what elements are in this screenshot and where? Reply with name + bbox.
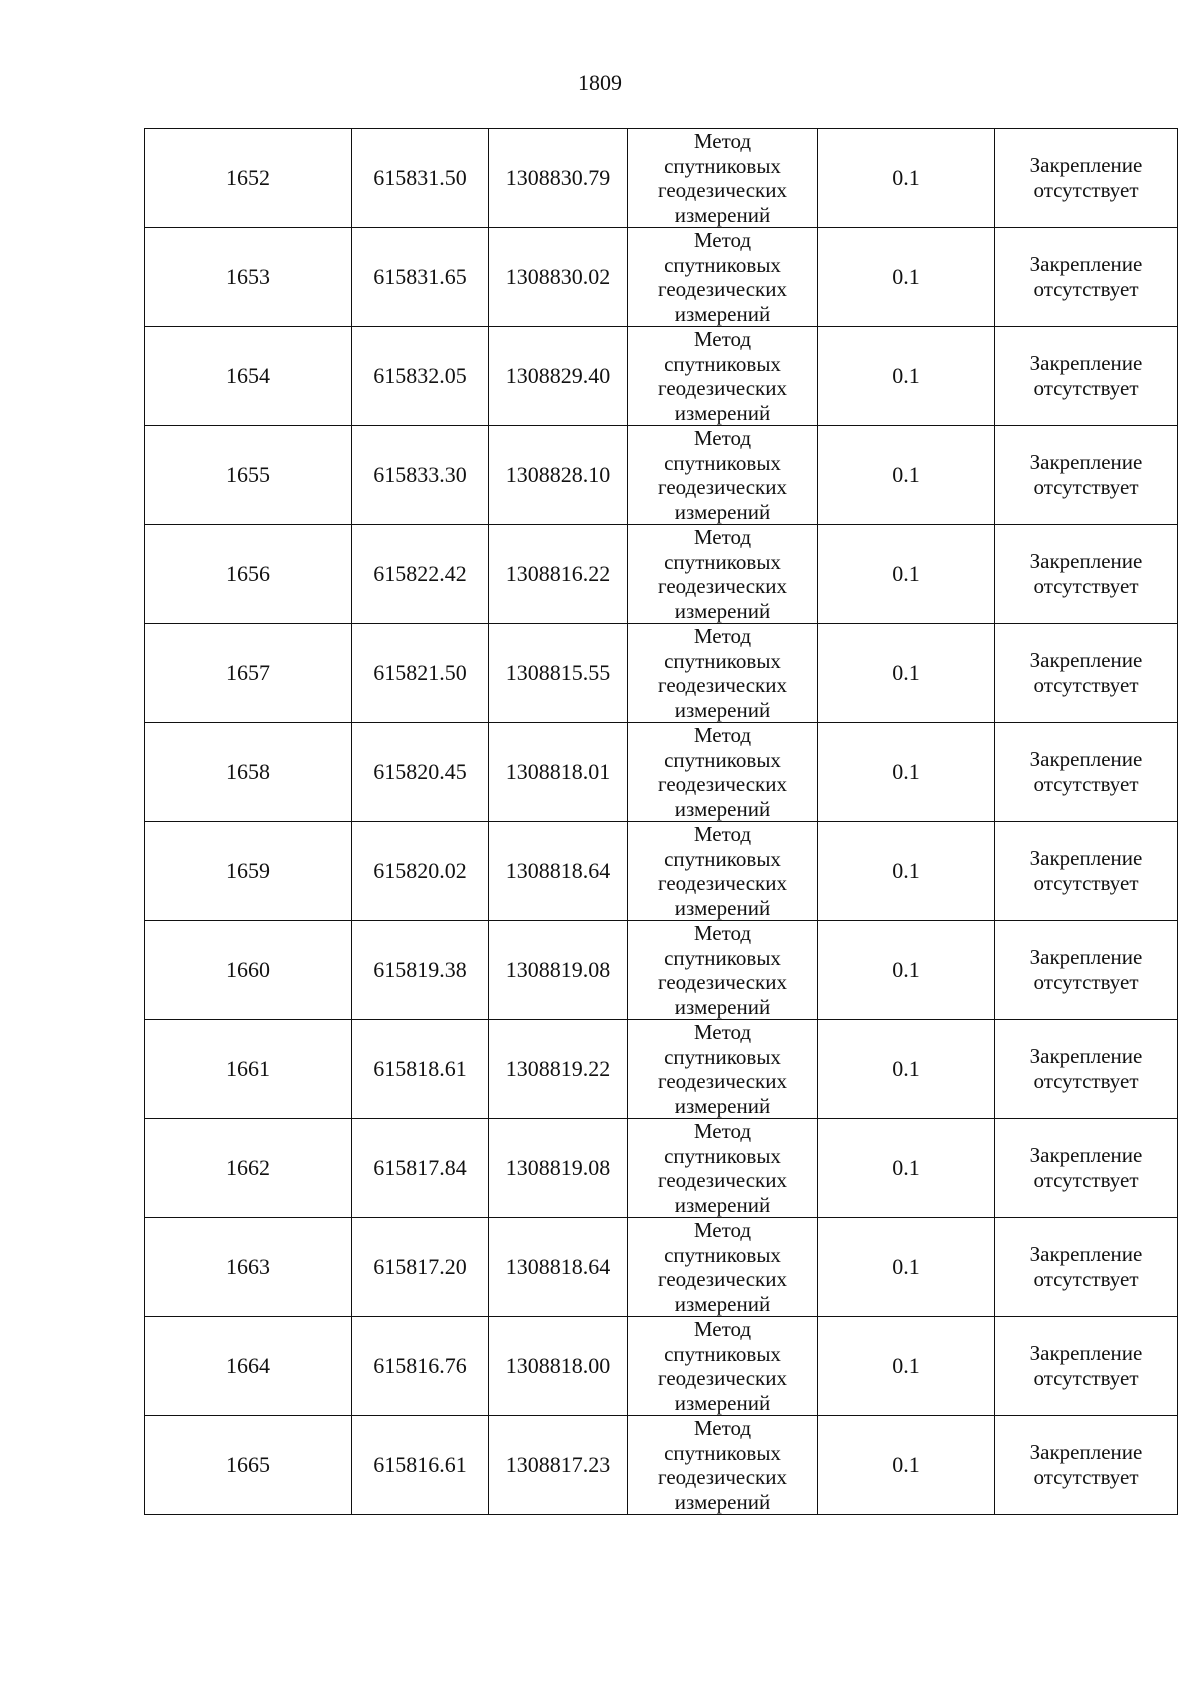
method-text-line: спутниковых <box>664 252 781 277</box>
fixing-text-line: Закрепление <box>1029 945 1143 969</box>
method-text-line: геодезических <box>657 1168 787 1192</box>
accuracy-cell: 0.1 <box>818 1416 995 1515</box>
method-text-line: измерений <box>674 400 771 425</box>
fixing-text-line: Закрепление <box>1029 1341 1143 1365</box>
method-text-line: спутниковых <box>664 351 781 376</box>
table-row <box>145 327 1178 426</box>
fixing-description-cell <box>995 426 1178 525</box>
method-text-line: спутниковых <box>664 846 781 871</box>
method-text-line: Метод <box>693 822 752 846</box>
fixing-text-line: Закрепление <box>1029 1044 1143 1068</box>
method-cell <box>628 822 818 921</box>
accuracy-cell: 0.1 <box>818 1317 995 1416</box>
method-cell <box>628 1317 818 1416</box>
accuracy-cell: 0.1 <box>818 1020 995 1119</box>
method-text-line: измерений <box>674 301 771 326</box>
accuracy-cell: 0.1 <box>818 723 995 822</box>
method-text-line: измерений <box>674 697 771 722</box>
accuracy-cell: 0.1 <box>818 921 995 1020</box>
y-coordinate-cell: 1308817.23 <box>489 1416 628 1515</box>
method-text-line: спутниковых <box>664 1143 781 1168</box>
method-text-line: Метод <box>693 723 752 747</box>
fixing-text-line: Закрепление <box>1029 846 1143 870</box>
fixing-description-cell <box>995 921 1178 1020</box>
fixing-text-line: отсутствует <box>1033 1366 1139 1390</box>
table-row <box>145 1416 1178 1515</box>
method-text-line: Метод <box>693 1119 752 1143</box>
accuracy-cell: 0.1 <box>818 1119 995 1218</box>
method-text-line: Метод <box>693 1317 752 1341</box>
fixing-description-cell <box>995 1218 1178 1317</box>
fixing-text-line: Закрепление <box>1029 1440 1143 1464</box>
y-coordinate-cell: 1308816.22 <box>489 525 628 624</box>
method-text-line: геодезических <box>657 1465 787 1489</box>
method-text-line: геодезических <box>657 772 787 796</box>
accuracy-cell: 0.1 <box>818 327 995 426</box>
x-coordinate-cell: 615816.76 <box>352 1317 489 1416</box>
x-coordinate-cell: 615819.38 <box>352 921 489 1020</box>
accuracy-cell: 0.1 <box>818 525 995 624</box>
method-cell <box>628 327 818 426</box>
method-cell <box>628 525 818 624</box>
table-row <box>145 1020 1178 1119</box>
fixing-text-line: Закрепление <box>1029 549 1143 573</box>
accuracy-cell: 0.1 <box>818 822 995 921</box>
fixing-description-cell <box>995 129 1178 228</box>
method-text-line: Метод <box>693 327 752 351</box>
point-number-cell: 1656 <box>145 525 352 624</box>
fixing-description-cell <box>995 822 1178 921</box>
table-row <box>145 1218 1178 1317</box>
point-number-cell: 1659 <box>145 822 352 921</box>
point-number-cell: 1655 <box>145 426 352 525</box>
x-coordinate-cell: 615832.05 <box>352 327 489 426</box>
method-text-line: Метод <box>693 1218 752 1242</box>
table-row <box>145 1119 1178 1218</box>
method-text-line: измерений <box>674 1093 771 1118</box>
y-coordinate-cell: 1308818.01 <box>489 723 628 822</box>
method-text-line: измерений <box>674 1390 771 1415</box>
point-number-cell: 1662 <box>145 1119 352 1218</box>
method-text-line: геодезических <box>657 1069 787 1093</box>
x-coordinate-cell: 615820.02 <box>352 822 489 921</box>
fixing-description-cell <box>995 1416 1178 1515</box>
coordinates-table <box>144 128 1178 1515</box>
table-row <box>145 723 1178 822</box>
method-cell <box>628 723 818 822</box>
accuracy-cell: 0.1 <box>818 1218 995 1317</box>
fixing-text-line: отсутствует <box>1033 475 1139 499</box>
method-text-line: измерений <box>674 796 771 821</box>
table-row <box>145 129 1178 228</box>
fixing-text-line: отсутствует <box>1033 574 1139 598</box>
fixing-text-line: Закрепление <box>1029 153 1143 177</box>
method-text-line: геодезических <box>657 574 787 598</box>
method-text-line: геодезических <box>657 178 787 202</box>
fixing-text-line: Закрепление <box>1029 351 1143 375</box>
y-coordinate-cell: 1308819.22 <box>489 1020 628 1119</box>
method-cell <box>628 129 818 228</box>
y-coordinate-cell: 1308818.00 <box>489 1317 628 1416</box>
method-text-line: спутниковых <box>664 945 781 970</box>
point-number-cell: 1652 <box>145 129 352 228</box>
x-coordinate-cell: 615831.50 <box>352 129 489 228</box>
point-number-cell: 1658 <box>145 723 352 822</box>
y-coordinate-cell: 1308818.64 <box>489 822 628 921</box>
method-text-line: Метод <box>693 426 752 450</box>
method-text-line: спутниковых <box>664 648 781 673</box>
y-coordinate-cell: 1308818.64 <box>489 1218 628 1317</box>
fixing-text-line: Закрепление <box>1029 747 1143 771</box>
method-text-line: Метод <box>693 921 752 945</box>
accuracy-cell: 0.1 <box>818 624 995 723</box>
method-text-line: измерений <box>674 994 771 1019</box>
y-coordinate-cell: 1308829.40 <box>489 327 628 426</box>
method-text-line: Метод <box>693 1416 752 1440</box>
table-row <box>145 1317 1178 1416</box>
method-cell <box>628 921 818 1020</box>
fixing-text-line: Закрепление <box>1029 450 1143 474</box>
point-number-cell: 1654 <box>145 327 352 426</box>
x-coordinate-cell: 615817.20 <box>352 1218 489 1317</box>
fixing-text-line: Закрепление <box>1029 648 1143 672</box>
method-text-line: Метод <box>693 525 752 549</box>
method-text-line: Метод <box>693 624 752 648</box>
method-text-line: Метод <box>693 228 752 252</box>
method-text-line: Метод <box>693 129 752 153</box>
point-number-cell: 1661 <box>145 1020 352 1119</box>
method-text-line: спутниковых <box>664 1440 781 1465</box>
fixing-description-cell <box>995 1119 1178 1218</box>
fixing-description-cell <box>995 525 1178 624</box>
method-text-line: геодезических <box>657 277 787 301</box>
x-coordinate-cell: 615833.30 <box>352 426 489 525</box>
x-coordinate-cell: 615831.65 <box>352 228 489 327</box>
y-coordinate-cell: 1308830.02 <box>489 228 628 327</box>
fixing-text-line: Закрепление <box>1029 252 1143 276</box>
x-coordinate-cell: 615822.42 <box>352 525 489 624</box>
method-text-line: спутниковых <box>664 549 781 574</box>
x-coordinate-cell: 615817.84 <box>352 1119 489 1218</box>
fixing-text-line: отсутствует <box>1033 277 1139 301</box>
method-text-line: спутниковых <box>664 1341 781 1366</box>
fixing-text-line: отсутствует <box>1033 1168 1139 1192</box>
table-row <box>145 921 1178 1020</box>
table-row <box>145 624 1178 723</box>
method-text-line: измерений <box>674 1192 771 1217</box>
method-text-line: геодезических <box>657 1366 787 1390</box>
method-text-line: измерений <box>674 1291 771 1316</box>
method-text-line: измерений <box>674 598 771 623</box>
fixing-text-line: отсутствует <box>1033 772 1139 796</box>
x-coordinate-cell: 615821.50 <box>352 624 489 723</box>
fixing-text-line: Закрепление <box>1029 1143 1143 1167</box>
table-row <box>145 228 1178 327</box>
accuracy-cell: 0.1 <box>818 228 995 327</box>
method-text-line: спутниковых <box>664 747 781 772</box>
point-number-cell: 1657 <box>145 624 352 723</box>
fixing-text-line: отсутствует <box>1033 1267 1139 1291</box>
fixing-description-cell <box>995 624 1178 723</box>
point-number-cell: 1665 <box>145 1416 352 1515</box>
fixing-text-line: отсутствует <box>1033 376 1139 400</box>
method-text-line: геодезических <box>657 871 787 895</box>
fixing-description-cell <box>995 228 1178 327</box>
table-row <box>145 426 1178 525</box>
fixing-text-line: отсутствует <box>1033 178 1139 202</box>
y-coordinate-cell: 1308830.79 <box>489 129 628 228</box>
method-text-line: измерений <box>674 499 771 524</box>
method-text-line: геодезических <box>657 970 787 994</box>
method-text-line: геодезических <box>657 1267 787 1291</box>
method-text-line: Метод <box>693 1020 752 1044</box>
x-coordinate-cell: 615820.45 <box>352 723 489 822</box>
x-coordinate-cell: 615818.61 <box>352 1020 489 1119</box>
method-text-line: измерений <box>674 202 771 227</box>
method-cell <box>628 1416 818 1515</box>
method-cell <box>628 1218 818 1317</box>
table-row <box>145 525 1178 624</box>
y-coordinate-cell: 1308828.10 <box>489 426 628 525</box>
point-number-cell: 1664 <box>145 1317 352 1416</box>
fixing-text-line: Закрепление <box>1029 1242 1143 1266</box>
method-cell <box>628 1020 818 1119</box>
table-body <box>145 129 1178 1515</box>
point-number-cell: 1660 <box>145 921 352 1020</box>
method-text-line: спутниковых <box>664 1242 781 1267</box>
fixing-description-cell <box>995 1020 1178 1119</box>
fixing-description-cell <box>995 1317 1178 1416</box>
y-coordinate-cell: 1308815.55 <box>489 624 628 723</box>
method-text-line: геодезических <box>657 376 787 400</box>
page-number: 1809 <box>578 70 622 95</box>
method-cell <box>628 228 818 327</box>
fixing-description-cell <box>995 327 1178 426</box>
fixing-text-line: отсутствует <box>1033 1069 1139 1093</box>
method-text-line: геодезических <box>657 673 787 697</box>
fixing-description-cell <box>995 723 1178 822</box>
point-number-cell: 1653 <box>145 228 352 327</box>
method-cell <box>628 426 818 525</box>
accuracy-cell: 0.1 <box>818 129 995 228</box>
fixing-text-line: отсутствует <box>1033 871 1139 895</box>
fixing-text-line: отсутствует <box>1033 970 1139 994</box>
method-text-line: спутниковых <box>664 153 781 178</box>
table-row <box>145 822 1178 921</box>
y-coordinate-cell: 1308819.08 <box>489 921 628 1020</box>
y-coordinate-cell: 1308819.08 <box>489 1119 628 1218</box>
method-cell <box>628 1119 818 1218</box>
fixing-text-line: отсутствует <box>1033 673 1139 697</box>
method-text-line: спутниковых <box>664 1044 781 1069</box>
method-text-line: спутниковых <box>664 450 781 475</box>
point-number-cell: 1663 <box>145 1218 352 1317</box>
method-text-line: измерений <box>674 1489 771 1514</box>
fixing-text-line: отсутствует <box>1033 1465 1139 1489</box>
accuracy-cell: 0.1 <box>818 426 995 525</box>
method-text-line: геодезических <box>657 475 787 499</box>
x-coordinate-cell: 615816.61 <box>352 1416 489 1515</box>
method-text-line: измерений <box>674 895 771 920</box>
method-cell <box>628 624 818 723</box>
